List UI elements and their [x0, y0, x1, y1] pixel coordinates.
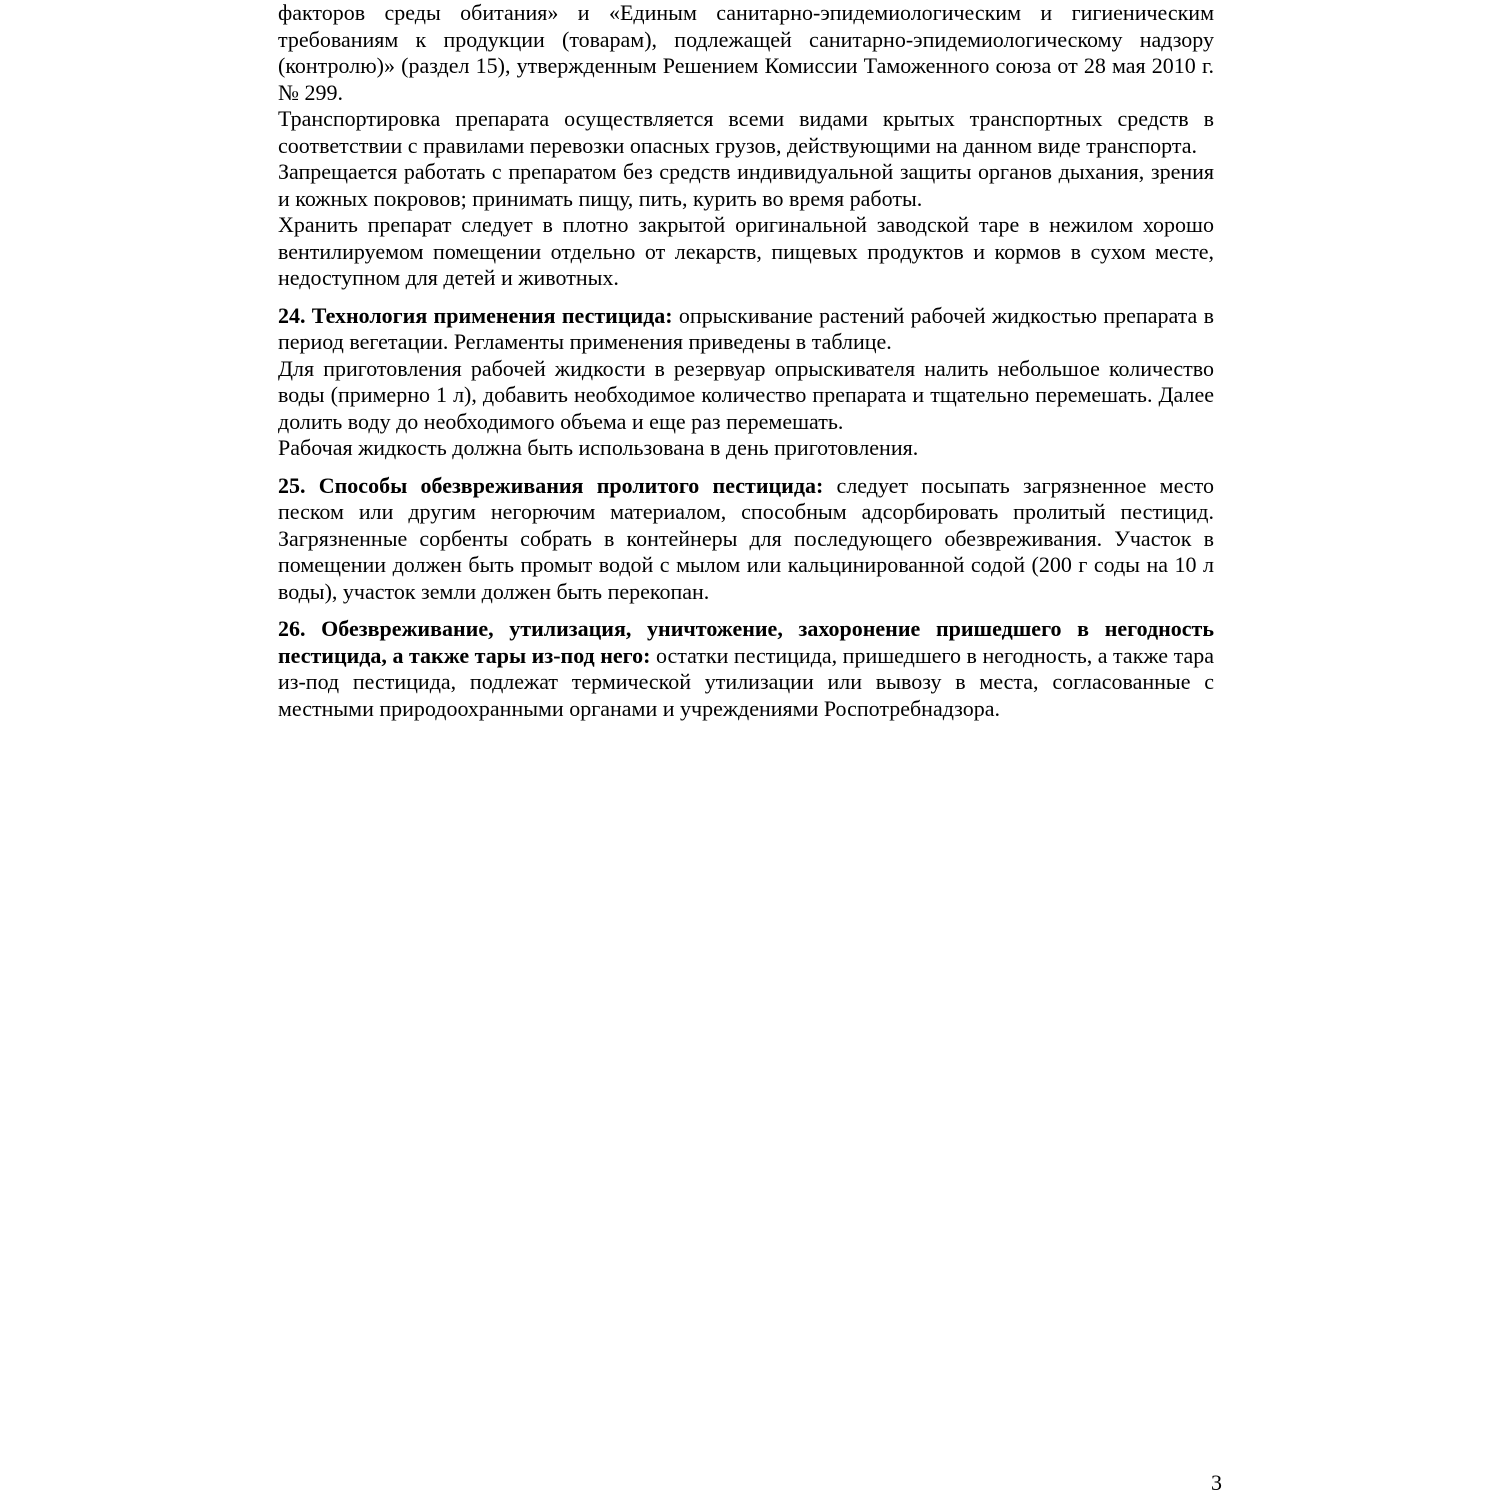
section-24 [278, 303, 1214, 356]
section-26 [278, 616, 1214, 722]
paragraph-storage [278, 212, 1214, 292]
page-number: 3 [1211, 1470, 1222, 1495]
paragraph-body: Хранить препарат следует в плотно закрытой оригинальной заводской таре в нежилом хорошо вентилируемом помещении отдельно от лекарств, пищевых продуктов и кормов в сухом месте, недоступном для детей и животных. [278, 212, 1214, 290]
section-24-body: опрыскивание растений рабочей жидкостью препарата в период вегетации. Регламенты применения приведены в таблице. [278, 302, 1214, 354]
paragraph-body: Запрещается работать с препаратом без средств индивидуальной защиты органов дыхания, зрения и кожных покровов; принимать пищу, пить, курить во время работы. [278, 159, 1214, 211]
section-26-heading: 26. Обезвреживание, утилизация, уничтожение, захоронение пришедшего в негодность пестицида, а также тары из-под него: [278, 616, 1214, 668]
text-block [278, 0, 1214, 722]
section-26-body: остатки пестицида, пришедшего в негодность, а также тара из-под пестицида, подлежат термической утилизации или вывозу в места, согласованные с местными природоохранными органами и учреждениями Роспотребнадзора. [278, 642, 1214, 721]
section-24-heading: 24. Технология применения пестицида: [278, 302, 673, 328]
section-25-body: следует посыпать загрязненное место песком или другим негорючим материалом, способным адсорбировать пролитый пестицид. Загрязненные сорбенты собрать в контейнеры для последующего обезвреживания. Участок в помещении должен быть промыт водой с мылом или кальцинированной содой (200 г соды на 10 л воды), участок земли должен быть перекопан. [278, 472, 1215, 604]
section-25 [278, 473, 1214, 606]
paragraph-body: Транспортировка препарата осуществляется всеми видами крытых транспортных средств в соответствии с правилами перевозки опасных грузов, действующими на данном виде транспорта. [278, 106, 1214, 158]
section-25-heading: 25. Способы обезвреживания пролитого пестицида: [278, 472, 824, 498]
paragraph-continuation [278, 0, 1214, 106]
paragraph-preparation [278, 356, 1214, 436]
paragraph-working-liquid [278, 435, 1214, 462]
paragraph-safety [278, 159, 1214, 212]
paragraph-body: факторов среды обитания» и «Единым санитарно-эпидемиологическим и гигиеническим требованиям к продукции (товарам), подлежащей санитарно-эпидемиологическому надзору (контролю)» (раздел 15), утвержденным Решением Комиссии Таможенного союза от 28 мая 2010 г. № 299. [278, 0, 1214, 105]
paragraph-transport [278, 106, 1214, 159]
paragraph-body: Для приготовления рабочей жидкости в резервуар опрыскивателя налить небольшое количество воды (примерно 1 л), добавить необходимое количество препарата и тщательно перемешать. Далее долить воду до необходимого объема и еще раз перемешать. [278, 355, 1214, 434]
paragraph-body: Рабочая жидкость должна быть использована в день приготовления. [278, 435, 919, 460]
